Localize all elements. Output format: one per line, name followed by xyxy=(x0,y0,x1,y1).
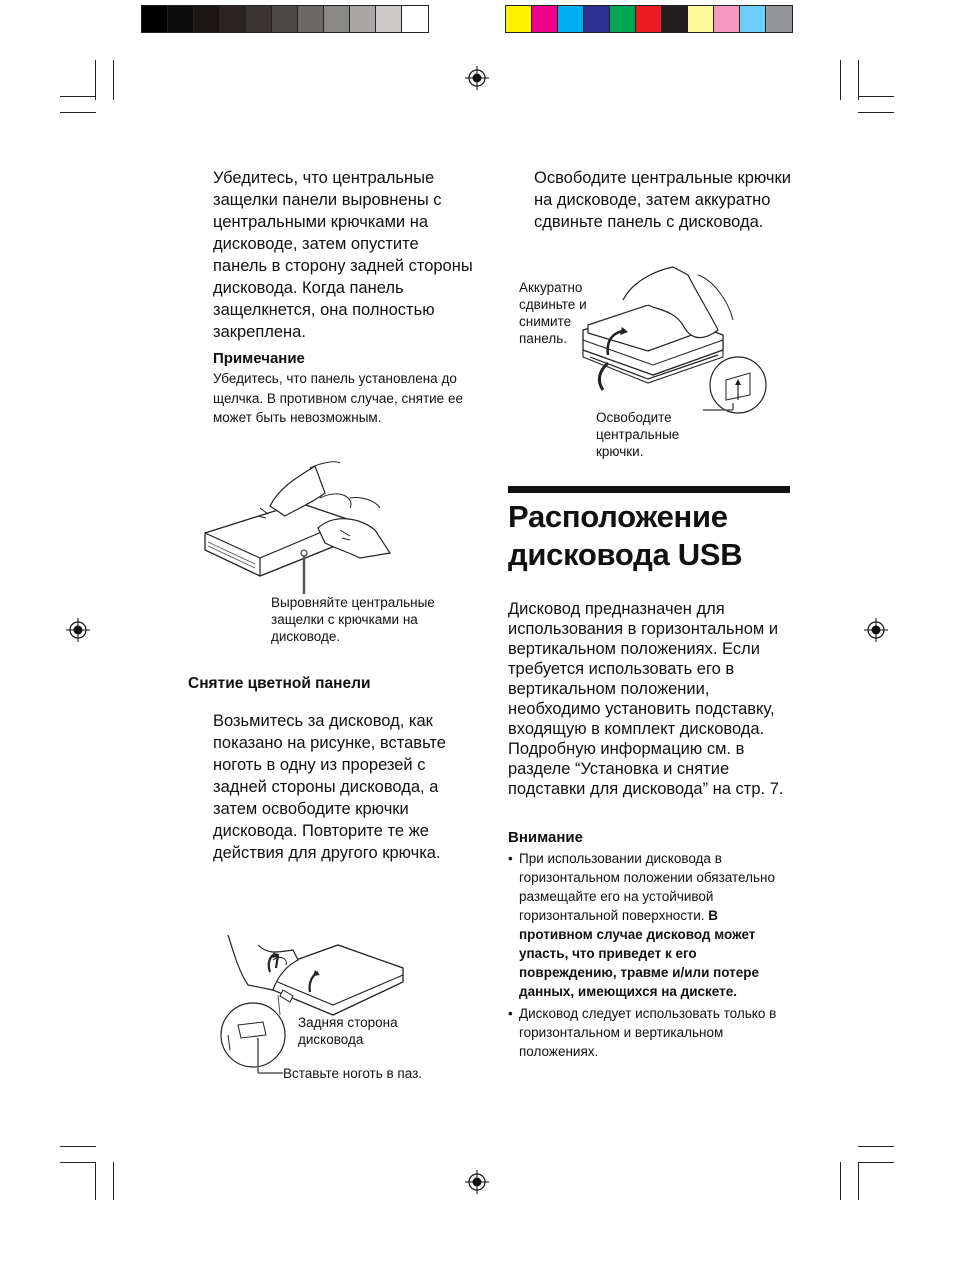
caution-item xyxy=(508,1004,786,1061)
color-calibration-bar xyxy=(505,5,793,33)
gray-swatch xyxy=(376,6,402,32)
drive-orientation-text: Дисковод предназначен для использования в горизонтальном и вертикальном положениях. Если требуется использовать его в вертикальном положении, необходимо установить подставку, входящую в комплект дисковода. Подробную информацию см. в разделе “Установка и снятие подставки для дисковода” на стр. 7. xyxy=(508,600,784,798)
grayscale-calibration-bar xyxy=(141,5,429,33)
gray-swatch xyxy=(324,6,350,32)
back-side-caption: Задняя сторона дисковода xyxy=(298,1015,398,1047)
color-swatch xyxy=(584,6,610,32)
color-swatch xyxy=(506,6,532,32)
gray-swatch xyxy=(350,6,376,32)
slide-panel-caption: Аккуратно сдвиньте и снимите панель. xyxy=(519,280,587,346)
remove-panel-subheading: Снятие цветной панели xyxy=(188,675,371,692)
caution-title: Внимание xyxy=(508,829,583,846)
color-swatch xyxy=(740,6,766,32)
color-swatch xyxy=(636,6,662,32)
caution-item-warning: В противном случае дисковод может упасть, что приведет к его повреждению, травме и/или потере данных, имеющихся на дискете. xyxy=(519,908,760,999)
registration-mark-icon xyxy=(465,66,489,90)
gray-swatch xyxy=(220,6,246,32)
color-swatch xyxy=(558,6,584,32)
release-hooks-instruction: Освободите центральные крючки на дисководе, затем аккуратно сдвиньте панель с дисковода. xyxy=(534,169,791,231)
remove-panel-instruction: Возьмитесь за дисковод, как показано на рисунке, вставьте ноготь в одну из прорезей с задней стороны дисковода, а затем освободите крючки дисковода. Повторите те же действия для другого крючка. xyxy=(213,712,446,862)
insert-nail-illustration xyxy=(218,930,418,1075)
caution-item-text: Дисковод следует использовать только в горизонтальном и вертикальном положениях. xyxy=(519,1006,777,1059)
attach-panel-instruction: Убедитесь, что центральные защелки панели выровнены с центральными крючками на дисководе, затем опустите панель в сторону задней стороны дисковода. Когда панель защелкнется, она полностью закреплена. xyxy=(213,169,473,341)
gray-swatch xyxy=(402,6,428,32)
caution-item-text: При использовании дисковода в горизонтальном положении обязательно размещайте его на устойчивой горизонтальной поверхности. xyxy=(519,851,775,923)
color-swatch xyxy=(766,6,792,32)
caution-list xyxy=(508,849,786,1064)
gray-swatch xyxy=(298,6,324,32)
section-rule xyxy=(508,486,790,493)
align-latches-illustration xyxy=(200,458,400,598)
note-title: Примечание xyxy=(213,350,305,367)
insert-nail-caption: Вставьте ноготь в паз. xyxy=(283,1066,423,1081)
release-hooks-caption: Освободите центральные крючки. xyxy=(596,410,680,459)
registration-mark-icon xyxy=(465,1170,489,1194)
color-swatch xyxy=(662,6,688,32)
gray-swatch xyxy=(246,6,272,32)
caution-item xyxy=(508,849,786,1001)
gray-swatch xyxy=(142,6,168,32)
section-title: Расположение дисковода USB xyxy=(508,499,743,572)
color-swatch xyxy=(714,6,740,32)
color-swatch xyxy=(688,6,714,32)
gray-swatch xyxy=(272,6,298,32)
registration-mark-icon xyxy=(864,618,888,642)
gray-swatch xyxy=(168,6,194,32)
registration-mark-icon xyxy=(66,618,90,642)
color-swatch xyxy=(610,6,636,32)
align-latches-caption: Выровняйте центральные защелки с крючками на дисководе. xyxy=(271,595,435,644)
gray-swatch xyxy=(194,6,220,32)
note-text: Убедитесь, что панель установлена до щелчка. В противном случае, снятие ее может быть невозможным. xyxy=(213,371,463,425)
color-swatch xyxy=(532,6,558,32)
